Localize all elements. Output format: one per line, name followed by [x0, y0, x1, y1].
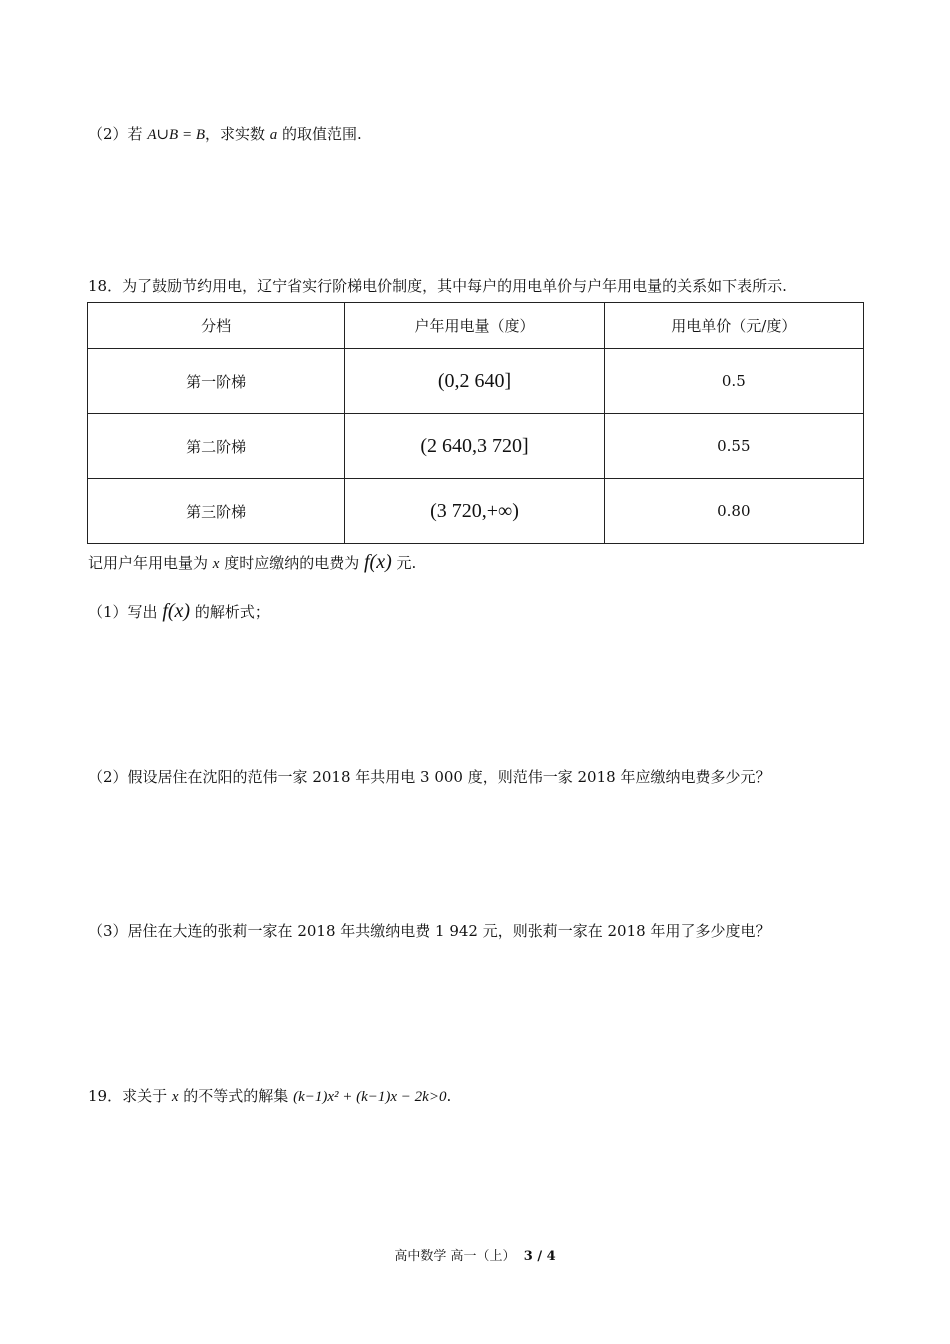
q18-note: 记用户年用电量为 x 度时应缴纳的电费为 f(x) 元.: [88, 551, 417, 573]
table-header-cell: 分档: [88, 303, 345, 349]
q19-inequality: (k−1)x² + (k−1)x − 2k>0: [293, 1089, 447, 1105]
q18-part2: （2）假设居住在沈阳的范伟一家 2018 年共用电 3 000 度，则范伟一家 2018 年应缴纳电费多少元？: [88, 768, 771, 786]
page-number: 3 / 4: [523, 1249, 556, 1264]
q17-part2: （2）若 A∪B = B，求实数 a 的取值范围.: [88, 125, 362, 143]
unit-price: 0.55: [604, 414, 863, 479]
table-row: [88, 479, 864, 544]
table-header-cell: 户年用电量（度）: [345, 303, 604, 349]
usage-range: (0,2 640]: [345, 349, 604, 414]
price-table: [87, 302, 864, 544]
tier-name: 第一阶梯: [88, 349, 345, 414]
tier-name: 第三阶梯: [88, 479, 345, 544]
unit-price: 0.5: [604, 349, 863, 414]
unit-price: 0.80: [604, 479, 863, 544]
q19: 19．求关于 x 的不等式的解集 (k−1)x² + (k−1)x − 2k>0.: [88, 1087, 452, 1105]
q18-part3: （3）居住在大连的张莉一家在 2018 年共缴纳电费 1 942 元，则张莉一家在 2018 年用了多少度电？: [88, 922, 771, 940]
usage-range: (3 720,+∞): [345, 479, 604, 544]
table-header-row: [88, 303, 864, 349]
q18-intro: 18．为了鼓励节约用电，辽宁省实行阶梯电价制度，其中每户的用电单价与户年用电量的关系如下表所示.: [88, 277, 787, 295]
tier-name: 第二阶梯: [88, 414, 345, 479]
q17-set-equation: A∪B = B: [147, 127, 205, 143]
usage-range: (2 640,3 720]: [345, 414, 604, 479]
table-row: [88, 349, 864, 414]
table-row: [88, 414, 864, 479]
q18-part1: （1）写出 f(x) 的解析式；: [88, 600, 270, 622]
page-footer: 高中数学 高一（上） 3 / 4: [394, 1249, 556, 1264]
table-header-cell: 用电单价（元/度）: [604, 303, 863, 349]
q17-variable: a: [269, 127, 278, 143]
